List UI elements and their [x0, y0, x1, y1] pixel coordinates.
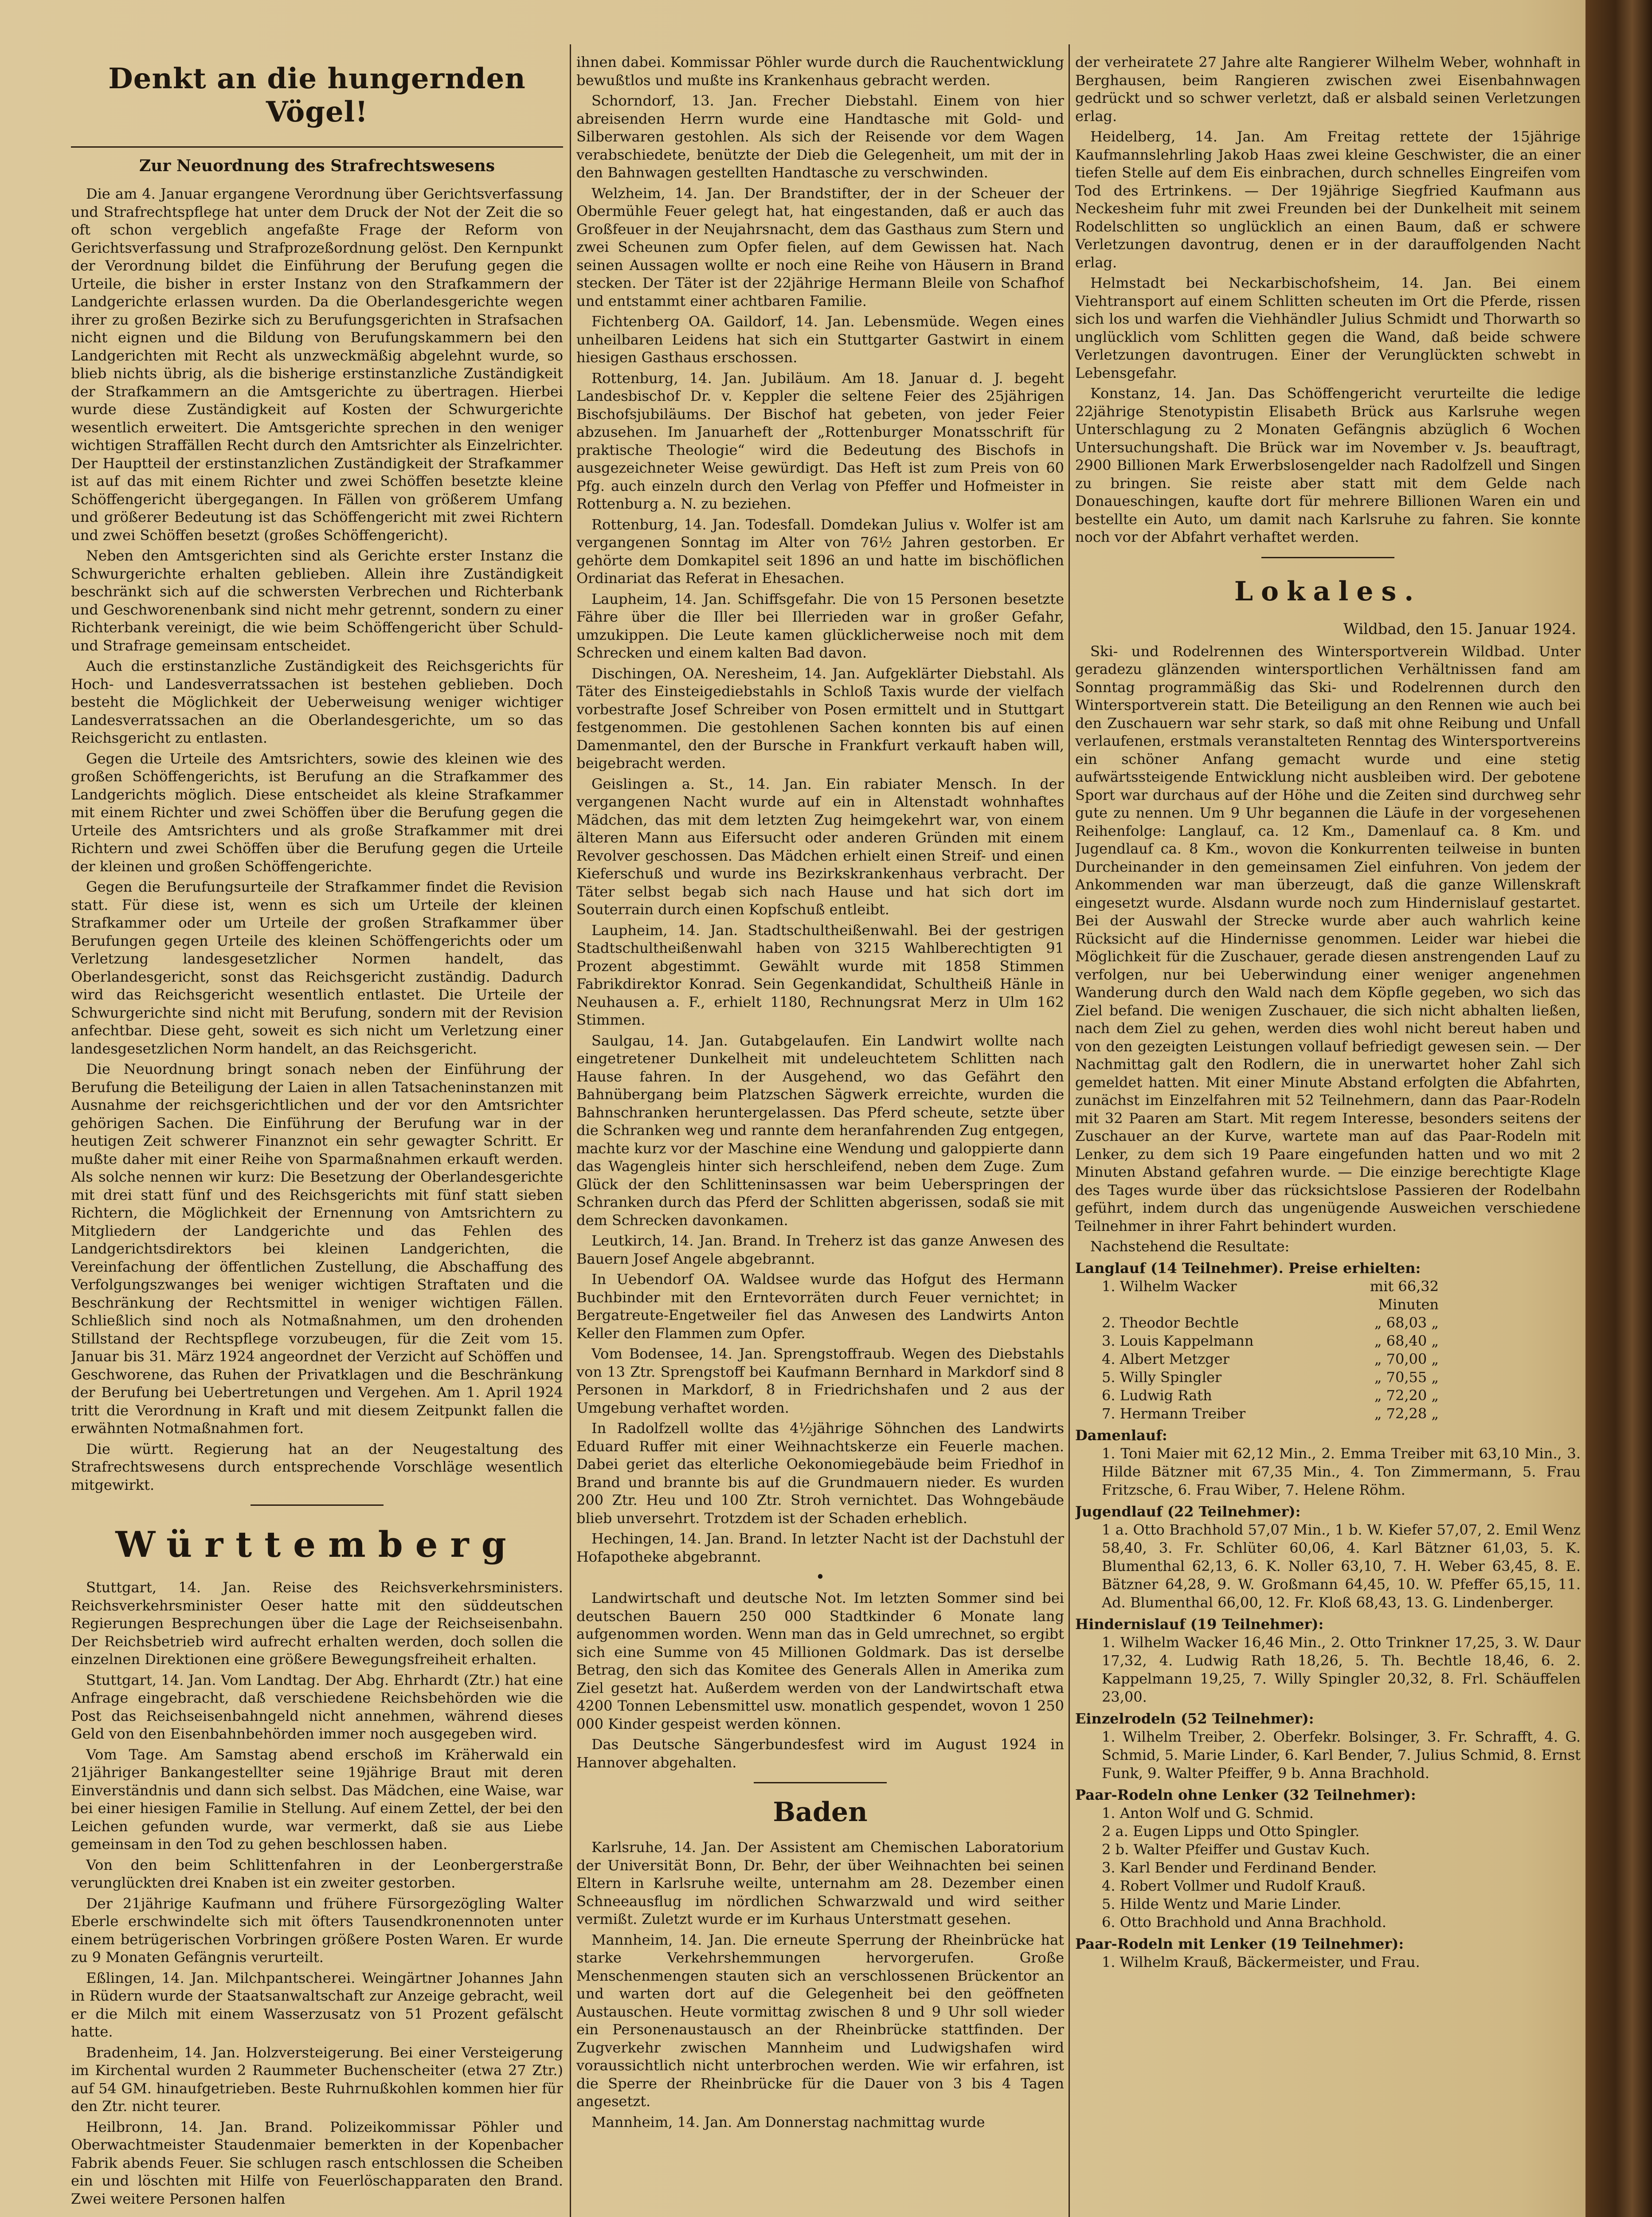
results-hindernislauf: 1. Wilhelm Wacker 16,46 Min., 2. Otto Trinkner 17,25, 3. W. Daur 17,32, 4. Ludwig Rath 18,26, 5. Th. Bechtle 18,46, 6. 2. Kappelmann 19,25, 7. Willy Spingler 20,32, 8. Frl. Schäuffelen 23,00.: [1102, 1633, 1581, 1705]
section-title-lokales: Lokales.: [1234, 576, 1422, 607]
result-row: 6. Otto Brachhold und Anna Brachhold.: [1102, 1913, 1386, 1931]
article-paragraph: Neben den Amtsgerichten sind als Gerichte erster Instanz die Schwurgerichte erhalten geblieben. Allein ihre Zuständigkeit beschränkt sich auf die schwersten Verbrechen und Richterbank und Geschworenenbank sind nicht mehr getrennt, sondern zu einer Richterbank vereinigt, die wie beim Schöffengericht über Schuld- und Strafrage gemeinsam entscheidet.: [71, 547, 563, 654]
news-item: Hechingen, 14. Jan. Brand. In letzter Nacht ist der Dachstuhl der Hofapotheke abgebrannt.: [576, 1530, 1064, 1565]
news-item: Mannheim, 14. Jan. Am Donnerstag nachmittag wurde: [591, 2113, 985, 2131]
article-paragraph: Auch die erstinstanzliche Zuständigkeit des Reichsgerichts für Hoch- und Landesverratssachen ist bestehen geblieben. Doch besteht die Möglichkeit der Ueberweisung weniger wichtiger Landesverratssachen an die Oberlandesgerichte, um so das Reichsgericht zu entlasten.: [71, 658, 563, 746]
masthead: Denkt an die hungernden Vögel!: [108, 62, 526, 129]
news-item: Schorndorf, 13. Jan. Frecher Diebstahl. Einem von hier abreisenden Herrn wurde eine Handtasche mit Gold- und Silberwaren gestohlen. Als sich der Reisende vor dem Wagen verabschiedete, benützte der Dieb die Gelegenheit, um mit der in den Bahnwagen gestellten Handtasche zu verschwinden.: [576, 92, 1064, 181]
article-paragraph: Die Neuordnung bringt sonach neben der Einführung der Berufung die Beteiligung der Laien in allen Tatsacheninstanzen mit Ausnahme der reichsgerichtlichen und der vor den Amtsrichter gehörigen Sachen. Die Einführung der Berufung war in der heutigen Zeit schwerer Finanznot ein sehr gewagter Schritt. Er mußte daher mit einer Reihe von Sparmaßnahmen erkauft werden. Als solche nennen wir kurz: Die Besetzung der Oberlandesgerichte mit drei statt fünf und des Reichsgerichts mit fünf statt sieben Richtern, die Möglichkeit der Ernennung von Amtsrichtern zu Mitgliedern der Landgerichte und das Fehlen des Landgerichtsdirektors bei kleinen Landgerichten, die Vereinfachung der öffentlichen Zustellung, die Abschaffung des Verfolgungszwanges bei weniger wichtigen Straftaten und die Beschränkung der Rechtsmittel in weniger wichtigen Fällen. Schließlich sind noch als Notmaßnahmen, um den drohenden Stillstand der Rechtspflege vorzubeugen, für die Zeit vom 15. Januar bis 31. März 1924 angeordnet der Verzicht auf Schöffen und Geschworene, das Ruhen der Privatklagen und die Beschränkung der Berufung bei Uebertretungen und Vergehen. Am 1. April 1924 tritt die Verordnung in Kraft und mit diesem Zeitpunkt fallen die erwähnten Notmaßnahmen fort.: [71, 1061, 563, 1437]
news-item: Vom Tage. Am Samstag abend erschoß im Kräherwald ein 21jähriger Bankangestellter seine 19jährige Braut mit deren Einverständnis und dann sich selbst. Das Mädchen, eine Waise, war bei einer hiesigen Familie in Stellung. Auf einem Zettel, der bei den Leichen gefunden wurde, war vermerkt, daß sie aus Liebe gemeinsam in den Tod zu gehen beschlossen haben.: [71, 1746, 563, 1853]
results-heading-damenlauf: Damenlauf:: [1075, 1426, 1167, 1444]
section-title-wuerttemberg: Württemberg: [115, 1524, 519, 1565]
news-item: Eßlingen, 14. Jan. Milchpantscherei. Weingärtner Johannes Jahn in Rüdern wurde der Staatsanwaltschaft zur Anzeige gebracht, weil er die Milch mit einem Wasserzusatz von 51 Prozent gefälscht hatte.: [71, 1969, 563, 2040]
divider: [1261, 557, 1394, 558]
news-item: Laupheim, 14. Jan. Stadtschultheißenwahl. Bei der gestrigen Stadtschultheißenwahl haben von 3215 Wahlberechtigten 91 Prozent abgestimmt. Gewählt wurde mit 1858 Stimmen Fabrikdirektor Konrad. Sein Gegenkandidat, Schultheiß Hänle in Neuhausen a. F., erhielt 1180, Rechnungsrat Merz in Ulm 162 Stimmen.: [576, 921, 1064, 1028]
results-jugendlauf: 1 a. Otto Brachhold 57,07 Min., 1 b. W. Kiefer 57,07, 2. Emil Wenz 58,40, 3. Fr. Schlüter 60,06, 4. Karl Bätzner 61,03, 5. K. Blumenthal 62,13, 6. K. Noller 63,10, 7. H. Weber 63,45, 8. E. Bätzner 64,28, 9. W. Großmann 64,45, 10. W. Pfeffer 65,15, 11. Ad. Blumenthal 66,00, 12. Fr. Kloß 68,43, 13. G. Lindenberger.: [1102, 1521, 1581, 1611]
news-item: Helmstadt bei Neckarbischofsheim, 14. Jan. Bei einem Viehtransport auf einem Schlitten scheuten im Ort die Pferde, rissen sich los und warfen die Viehhändler Julius Schmidt und Thorwarth so unglücklich vom Schlitten gegen die Wand, daß beide schwere Verletzungen davontrugen. Einer der Verunglückten schwebt in Lebensgefahr.: [1075, 274, 1581, 381]
news-item: Stuttgart, 14. Jan. Vom Landtag. Der Abg. Ehrhardt (Ztr.) hat eine Anfrage eingebracht, daß verschiedene Reichsbehörden wie die Post das Reichseisenbahngeld nicht annehmen, während dieses Geld von den Eisenbahnbehörden immer noch ausgegeben wird.: [71, 1671, 563, 1742]
news-item-saengerbund: Das Deutsche Sängerbundesfest wird im August 1924 in Hannover abgehalten.: [576, 1736, 1064, 1771]
result-row: 2. Theodor Bechtle „ 68,03 „: [1102, 1314, 1439, 1331]
results-heading-jugendlauf: Jugendlauf (22 Teilnehmer):: [1075, 1503, 1301, 1520]
news-item: Heidelberg, 14. Jan. Am Freitag rettete der 15jährige Kaufmannslehrling Jakob Haas zwei kleine Geschwister, die an einer tiefen Stelle auf dem Eis einbrachen, durch schnelles Eingreifen vom Tod des Ertrinkens. — Der 19jährige Siegfried Kaufmann aus Neckesheim fuhr mit zwei Freunden bei der Dunkelheit mit seinem Rodelschlitten so unglücklich an einen Baum, daß er schwere Verletzungen davontrug, denen er in der darauffolgenden Nacht erlag.: [1075, 128, 1581, 271]
news-item: Fichtenberg OA. Gaildorf, 14. Jan. Lebensmüde. Wegen eines unheilbaren Leidens hat sich ein Stuttgarter Gastwirt in einem hiesigen Gasthaus erschossen.: [576, 313, 1064, 366]
news-item: Konstanz, 14. Jan. Das Schöffengericht verurteilte die ledige 22jährige Stenotypistin Elisabeth Brück aus Karlsruhe wegen Unterschlagung zu 2 Monaten Gefängnis abzüglich 6 Wochen Untersuchungshaft. Die Brück war im November v. Js. beauftragt, 2900 Billionen Mark Erwerbslosengelder nach Radolfzell und Singen zu bringen. Sie reiste aber statt mit dem Gelde nach Donaueschingen, kaufte dort für mehrere Billionen Waren ein und bestellte ein Auto, um damit nach Karlsruhe zu fahren. Sie konnte noch vor der Abfahrt verhaftet werden.: [1075, 385, 1581, 545]
article-paragraph: Gegen die Urteile des Amtsrichters, sowie des kleinen wie des großen Schöffengerichts, ist Berufung an die Strafkammer des Landgerichts möglich. Diese entscheidet als kleine Strafkammer mit einem Richter und zwei Schöffen über die Berufung gegen die Urteile des Amtsrichters und als große Strafkammer mit drei Richtern und zwei Schöffen über die Berufung gegen die Urteile der kleinen und großen Schöffengerichte.: [71, 750, 563, 875]
news-item: Leutkirch, 14. Jan. Brand. In Treherz ist das ganze Anwesen des Bauern Josef Angele abgebrannt.: [576, 1232, 1064, 1267]
news-item: Rottenburg, 14. Jan. Jubiläum. Am 18. Januar d. J. begeht Landesbischof Dr. v. Keppler die seltene Feier des 25jährigen Bischofsjubiläums. Der Bischof hat gebeten, von jeder Feier abzusehen. Im Januarheft der „Rottenburger Monatsschrift für praktische Theologie“ wird die Bedeutung des Bischofs in ausgezeichneter Weise gewürdigt. Das Heft ist zum Preis von 60 Pfg. auch einzeln durch den Verlag von Pfeffer und Hofmeister in Rottenburg a. N. zu beziehen.: [576, 369, 1064, 512]
article-paragraph: Die am 4. Januar ergangene Verordnung über Gerichtsverfassung und Strafrechtspflege hat unter dem Druck der Not der Zeit die so oft schon vergeblich angefaßte Frage der Reform von Gerichtsverfassung und Strafprozeßordnung gelöst. Den Kernpunkt der Verordnung bildet die Einführung der Berufung gegen die Urteile, die bisher in erster Instanz von den Strafkammern der Landgerichte erlassen wurden. Da die Oberlandesgerichte wegen ihrer zu großen Bezirke sich zu Berufungsgerichten in Strafsachen nicht eignen und die Bildung von Berufungskammern bei den Landgerichten mit Recht als unzweckmäßig abgelehnt wurde, so blieb nichts übrig, als die bisherige erstinstanzliche Zuständigkeit der Strafkammern an die Amtsgerichte zu übertragen. Hierbei wurde diese Zuständigkeit auf Kosten der Schwurgerichte wesentlich erweitert. Die Amtsgerichte sprechen in den weniger wichtigen Straffällen Recht durch den Amtsrichter als Einzelrichter. Der Hauptteil der erstinstanzlichen Zuständigkeit der Strafkammer ist auf das mit einem Richter und zwei Schöffen besetzte kleine Schöffengericht übergegangen. In Fällen von größerem Umfang und größerer Bedeutung ist das Schöffengericht mit zwei Richtern und zwei Schöffen besetzt (großes Schöffengericht).: [71, 185, 563, 544]
results-heading-langlauf: Langlauf (14 Teilnehmer). Preise erhielten:: [1075, 1259, 1421, 1277]
book-binding: [1585, 0, 1652, 2217]
news-item: Heilbronn, 14. Jan. Brand. Polizeikommissar Pöhler und Oberwachtmeister Staudenmaier bemerkten in der Kopenbacher Fabrik abends Feuer. Sie schlugen rasch entschlossen die Scheiben ein und löschten mit Hilfe von Feuerlöschapparaten den Brand. Zwei weitere Personen halfen: [71, 2118, 563, 2207]
column-2: [576, 53, 1064, 2134]
news-item: In Radolfzell wollte das 4½jährige Söhnchen des Landwirts Eduard Ruffer mit einer Weihnachtskerze ein Feuerle machen. Dabei geriet das elterliche Oekonomiegebäude beim Friedhof in Brand und brannte bis auf die Grundmauern nieder. Es wurden 200 Ztr. Heu und 100 Ztr. Stroh vernichtet. Das Wohngebäude blieb unversehrt. Trotzdem ist der Schaden erheblich.: [576, 1420, 1064, 1527]
news-item: Karlsruhe, 14. Jan. Der Assistent am Chemischen Laboratorium der Universität Bonn, Dr. Behr, der über Weihnachten bei seinen Eltern in Karlsruhe weilte, unternahm am 28. Dezember einen Schneeausflug im nördlichen Schwarzwald und wird seither vermißt. Zuletzt wurde er im Kurhaus Unterstmatt gesehen.: [576, 1839, 1064, 1927]
news-item: der verheiratete 27 Jahre alte Rangierer Wilhelm Weber, wohnhaft in Berghausen, beim Rangieren zwischen zwei Eisenbahnwagen gedrückt und so schwer verletzt, daß er alsbald seinen Verletzungen erlag.: [1075, 54, 1581, 125]
news-item: Dischingen, OA. Neresheim, 14. Jan. Aufgeklärter Diebstahl. Als Täter des Einsteigediebstahls in Schloß Taxis wurde der vielfach vorbestrafte Josef Schreiber von Posen ermittelt und in Stuttgart festgenommen. Die gestohlenen Sachen konnten bis auf einen Damenmantel, den der Bursche in Frankfurt verkauft haben will, beigebracht werden.: [576, 665, 1064, 772]
news-item: Laupheim, 14. Jan. Schiffsgefahr. Die von 15 Personen besetzte Fähre über die Iller bei Illerrieden war in großer Gefahr, umzukippen. Die Leute kamen glücklicherweise noch mit dem Schrecken und einem kalten Bad davon.: [576, 590, 1064, 661]
result-row: 1. Wilhelm Krauß, Bäckermeister, und Frau.: [1102, 1953, 1420, 1970]
result-row: 1. Wilhelm Wacker mit 66,32 Minuten: [1102, 1277, 1439, 1313]
results-heading-paar-rodeln: Paar-Rodeln ohne Lenker (32 Teilnehmer):: [1075, 1786, 1416, 1803]
article-paragraph: Die württ. Regierung hat an der Neugestaltung des Strafrechtswesens durch entsprechende Vorschläge wesentlich mitgewirkt.: [71, 1440, 563, 1493]
news-item: ihnen dabei. Kommissar Pöhler wurde durch die Rauchentwicklung bewußtlos und mußte ins Krankenhaus gebracht werden.: [576, 54, 1064, 89]
news-item: Rottenburg, 14. Jan. Todesfall. Domdekan Julius v. Wolfer ist am vergangenen Sonntag im Alter von 76½ Jahren gestorben. Er gehörte dem Domkapitel seit 1896 an und hatte im bischöflichen Ordinariat das Referat in Ehesachen.: [576, 516, 1064, 587]
result-row: 4. Albert Metzger „ 70,00 „: [1102, 1350, 1439, 1367]
result-row: 5. Hilde Wentz und Marie Linder.: [1102, 1895, 1342, 1912]
result-row: 6. Ludwig Rath „ 72,20 „: [1102, 1387, 1439, 1404]
news-item: Mannheim, 14. Jan. Die erneute Sperrung der Rheinbrücke hat starke Verkehrshemmungen hervorgerufen. Große Menschenmengen stauten sich an verschlossenen Brückentor an und warten dort auf die Gelegenheit bei den geöffneten Austauschen. Heute vormittag zwischen 8 und 9 Uhr soll wieder ein Personenaustausch an der Rheinbrücke stattfinden. Der Zugverkehr zwischen Mannheim und Ludwigshafen wird voraussichtlich nicht unterbrochen werden. Wie wir erfahren, ist die Sperre der Rheinbrücke für die Dauer von 3 bis 4 Tagen angesetzt.: [576, 1931, 1064, 2110]
divider: [251, 1504, 384, 1506]
result-row: 3. Karl Bender und Ferdinand Bender.: [1102, 1859, 1377, 1876]
results-heading-hindernislauf: Hindernislauf (19 Teilnehmer):: [1075, 1615, 1324, 1633]
article-paragraph: Ski- und Rodelrennen des Wintersportverein Wildbad. Unter geradezu glänzenden wintersportlichen Verhältnissen fand am Sonntag programmäßig das Ski- und Rodelrennen durch den Wintersportverein statt. Die Beteiligung an den Rennen wie auch bei den Zuschauern war sehr stark, so daß mit ohne Reibung und Unfall verlaufenen, erstmals veranstalteten Renntag des Wintersportvereins ein schöner Anfang gemacht wurde und eine stetig aufwärtssteigende Entwicklung nicht ausbleiben wird. Der gebotene Sport war durchaus auf der Höhe und die Zeiten sind durchweg sehr gute zu nennen. Um 9 Uhr begannen die Läufe in der vorgesehenen Reihenfolge: Langlauf, ca. 12 Km., Damenlauf ca. 8 Km. und Jugendlauf ca. 8 Km., wovon die Konkurrenten teilweise in bunten Durcheinander in den gemeinsamen Ziel einfuhren. Von jedem der Ankommenden war man überzeugt, daß die ganze Willenskraft eingesetzt wurde. Alsdann wurde noch zum Hindernislauf gestartet. Bei der Auswahl der Strecke wurde aber auch wahrlich keine Rücksicht auf die Hindernisse genommen. Leider war hiebei die Möglichkeit für die Zuschauer, gerade diesen anstrengenden Lauf zu verfolgen, nur bei Ueberwindung einer weniger angenehmen Wanderung durch den Wald nach dem Köpfle gegeben, wo sich das Ziel befand. Die wenigen Zuschauer, die sich nicht abhalten ließen, nach dem Ziel zu gehen, werden dies wohl nicht bereut haben und von den gezeigten Leistungen vollauf befriedigt gewesen sein. — Der Nachmittag galt den Rodlern, die in unerwartet hoher Zahl sich gemeldet hatten. Mit einer Minute Abstand erfolgten die Abfahrten, zunächst im Einzelfahren mit 52 Teilnehmern, dann das Paar-Rodeln mit 32 Paaren am Start. Mit regem Interesse, besonders seitens der Zuschauer an der Kurve, wartete man auf das Paar-Rodeln mit Lenker, zu dem sich 19 Paare eingefunden hatten und wo mit 2 Minuten Abstand gefahren wurde. — Die einzige berechtigte Klage des Tages wurde über das rücksichtslose Passieren der Rodelbahn geführt, indem durch das ungenügende Ausweichen verschiedene Teilnehmer in ihrer Fahrt behindert wurden.: [1075, 642, 1581, 1234]
result-row: 5. Willy Spingler „ 70,55 „: [1102, 1368, 1439, 1386]
news-item: Vom Bodensee, 14. Jan. Sprengstoffraub. Wegen des Diebstahls von 13 Ztr. Sprengstoff bei Kaufmann Bernhard in Markdorf sind 8 Personen in Markdorf, 8 in Friedrichshafen und 2 aus der Umgebung verhaftet worden.: [576, 1345, 1064, 1416]
news-item: Saulgau, 14. Jan. Gutabgelaufen. Ein Landwirt wollte nach eingetretener Dunkelheit mit undeleuchtetem Schlitten nach Hause fahren. In der Ausgehend, wo das Gefährt den Bahnübergang beim Platzschen Sägwerk erreichte, wurden die Bahnschranken heruntergelassen. Das Pferd scheute, setzte über die Schranken weg und rannte dem heranfahrenden Zug entgegen, machte kurz vor der Maschine eine Wendung und galoppierte dann das Wagengleis hinter sich herschleifend, neben dem Zuge. Zum Glück der den Schlitteninsassen war beim Ueberspringen der Schranken durch das Pferd der Schlitten abgerissen, sodaß sie mit dem Schrecken davonkamen.: [576, 1032, 1064, 1229]
news-item: Bradenheim, 14. Jan. Holzversteigerung. Bei einer Versteigerung im Kirchental wurden 2 Raummeter Buchenscheiter (etwa 27 Ztr.) auf 54 GM. hinaufgetrieben. Beste Ruhrnußkohlen kommen hier für den Ztr. nicht teurer.: [71, 2044, 563, 2115]
news-item: Stuttgart, 14. Jan. Reise des Reichsverkehrsministers. Reichsverkehrsminister Oeser hatte mit den süddeutschen Regierungen Besprechungen über die Lage der Reichseisenbahn. Der Reichsbetrieb wird aufrecht erhalten werden, doch sollen die einzelnen Direktionen eine größere Bewegungsfreiheit erhalten.: [71, 1579, 563, 1668]
results-intro: Nachstehend die Resultate:: [1090, 1238, 1290, 1255]
news-item: In Uebendorf OA. Waldsee wurde das Hofgut des Hermann Buchbinder mit den Erntevorräten durch Feuer vernichtet; in Bergatreute-Engetweiler fiel das Anwesen des Landwirts Anton Keller den Flammen zum Opfer.: [576, 1271, 1064, 1342]
result-row: 2 b. Walter Pfeiffer und Gustav Kuch.: [1102, 1841, 1370, 1858]
article-paragraph: Gegen die Berufungsurteile der Strafkammer findet die Revision statt. Für diese ist, wenn es sich um Urteile der kleinen Strafkammer oder um Urteile der großen Strafkammer über Berufungen gegen Urteile des kleinen Schöffengerichts oder um Verletzung landesgesetzlicher Normen handelt, das Oberlandesgericht, sonst das Reichsgericht zuständig. Dadurch wird das Reichsgericht wesentlich entlastet. Die Urteile der Schwurgerichte sind nicht mit Berufung, sondern mit der Revision anfechtbar. Diese geht, soweit es sich nicht um Verletzung einer landesgesetzlichen Norm handelt, an das Reichsgericht.: [71, 878, 563, 1057]
results-damenlauf: 1. Toni Maier mit 62,12 Min., 2. Emma Treiber mit 63,10 Min., 3. Hilde Bätzner mit 67,35 Min., 4. Ton Zimmermann, 5. Frau Fritzsche, 6. Frau Wiber, 7. Helene Röhm.: [1102, 1445, 1581, 1498]
results-einzelrodeln: 1. Wilhelm Treiber, 2. Oberfekr. Bolsinger, 3. Fr. Schrafft, 4. G. Schmid, 5. Marie Linder, 6. Karl Bender, 7. Julius Schmid, 8. Ernst Funk, 9. Walter Pfeiffer, 9 b. Anna Brachhold.: [1102, 1728, 1581, 1782]
result-row: 1. Anton Wolf und G. Schmid.: [1102, 1804, 1314, 1821]
column-1: [71, 53, 563, 2210]
divider: [71, 146, 563, 148]
article-title-strafrecht: Zur Neuordnung des Strafrechtswesens: [139, 157, 495, 175]
section-title-baden: Baden: [773, 1797, 868, 1828]
result-row: 7. Hermann Treiber „ 72,28 „: [1102, 1405, 1439, 1422]
column-rule-1: [570, 44, 571, 2217]
result-row: 4. Robert Vollmer und Rudolf Krauß.: [1102, 1877, 1366, 1894]
results-heading-paar-lenker: Paar-Rodeln mit Lenker (19 Teilnehmer):: [1075, 1935, 1404, 1952]
dateline: Wildbad, den 15. Januar 1924.: [1343, 620, 1576, 638]
results-heading-einzelrodeln: Einzelrodeln (52 Teilnehmer):: [1075, 1710, 1314, 1727]
news-item: Der 21jährige Kaufmann und frühere Fürsorgezögling Walter Eberle erschwindelte sich mit öfters Tausendkronennoten unter einem betrügerischen Vorbringen größere Posten Waren. Er wurde zu 9 Monaten Gefängnis verurteilt.: [71, 1895, 563, 1966]
news-item: Von den beim Schlittenfahren in der Leonbergerstraße verunglückten drei Knaben ist ein zweiter gestorben.: [71, 1856, 563, 1891]
divider: [754, 1782, 887, 1783]
result-row: 3. Louis Kappelmann „ 68,40 „: [1102, 1332, 1439, 1349]
news-item: Welzheim, 14. Jan. Der Brandstifter, der in der Scheuer der Obermühle Feuer gelegt hat, hat eingestanden, daß er auch das Großfeuer in der Neujahrsnacht, dem das Gasthaus zum Stern und zwei Scheunen zum Opfer fielen, auf dem Gewissen hat. Nach seinen Aussagen wollte er noch eine Reihe von Häusern in Brand stecken. Der Täter ist der 22jährige Hermann Bleile von Schafhof und entstammt einer achtbaren Familie.: [576, 184, 1064, 309]
column-3: [1075, 53, 1581, 1971]
separator-dot: •: [815, 1568, 825, 1586]
news-item: Geislingen a. St., 14. Jan. Ein rabiater Mensch. In der vergangenen Nacht wurde auf ein in Altenstadt wohnhaftes Mädchen, das mit dem letzten Zug heimgekehrt war, von einem älteren Mann aus Eifersucht oder anderen Gründen mit einem Revolver geschossen. Das Mädchen erhielt einen Streif- und einen Kieferschuß und wurde ins Bezirkskrankenhaus verbracht. Der Täter selbst begab sich nach Hause und hat sich dort im Souterrain durch einen Kopfschuß entleibt.: [576, 775, 1064, 918]
result-row: 2 a. Eugen Lipps und Otto Spingler.: [1102, 1822, 1360, 1840]
news-item-landwirtschaft: Landwirtschaft und deutsche Not. Im letzten Sommer sind bei deutschen Bauern 250 000 Stadtkinder 6 Monate lang aufgenommen worden. Wenn man das in Geld umrechnet, so ergibt sich eine Summe von 45 Millionen Goldmark. Das ist derselbe Betrag, den sich das Komitee des Generals Allen in Amerika zum Ziel gesetzt hat. Außerdem werden von der Landwirtschaft etwa 4200 Tonnen Lebensmittel usw. monatlich gespendet, wovon 1 250 000 Kinder gespeist werden können.: [576, 1590, 1064, 1732]
column-rule-2: [1069, 44, 1070, 2217]
